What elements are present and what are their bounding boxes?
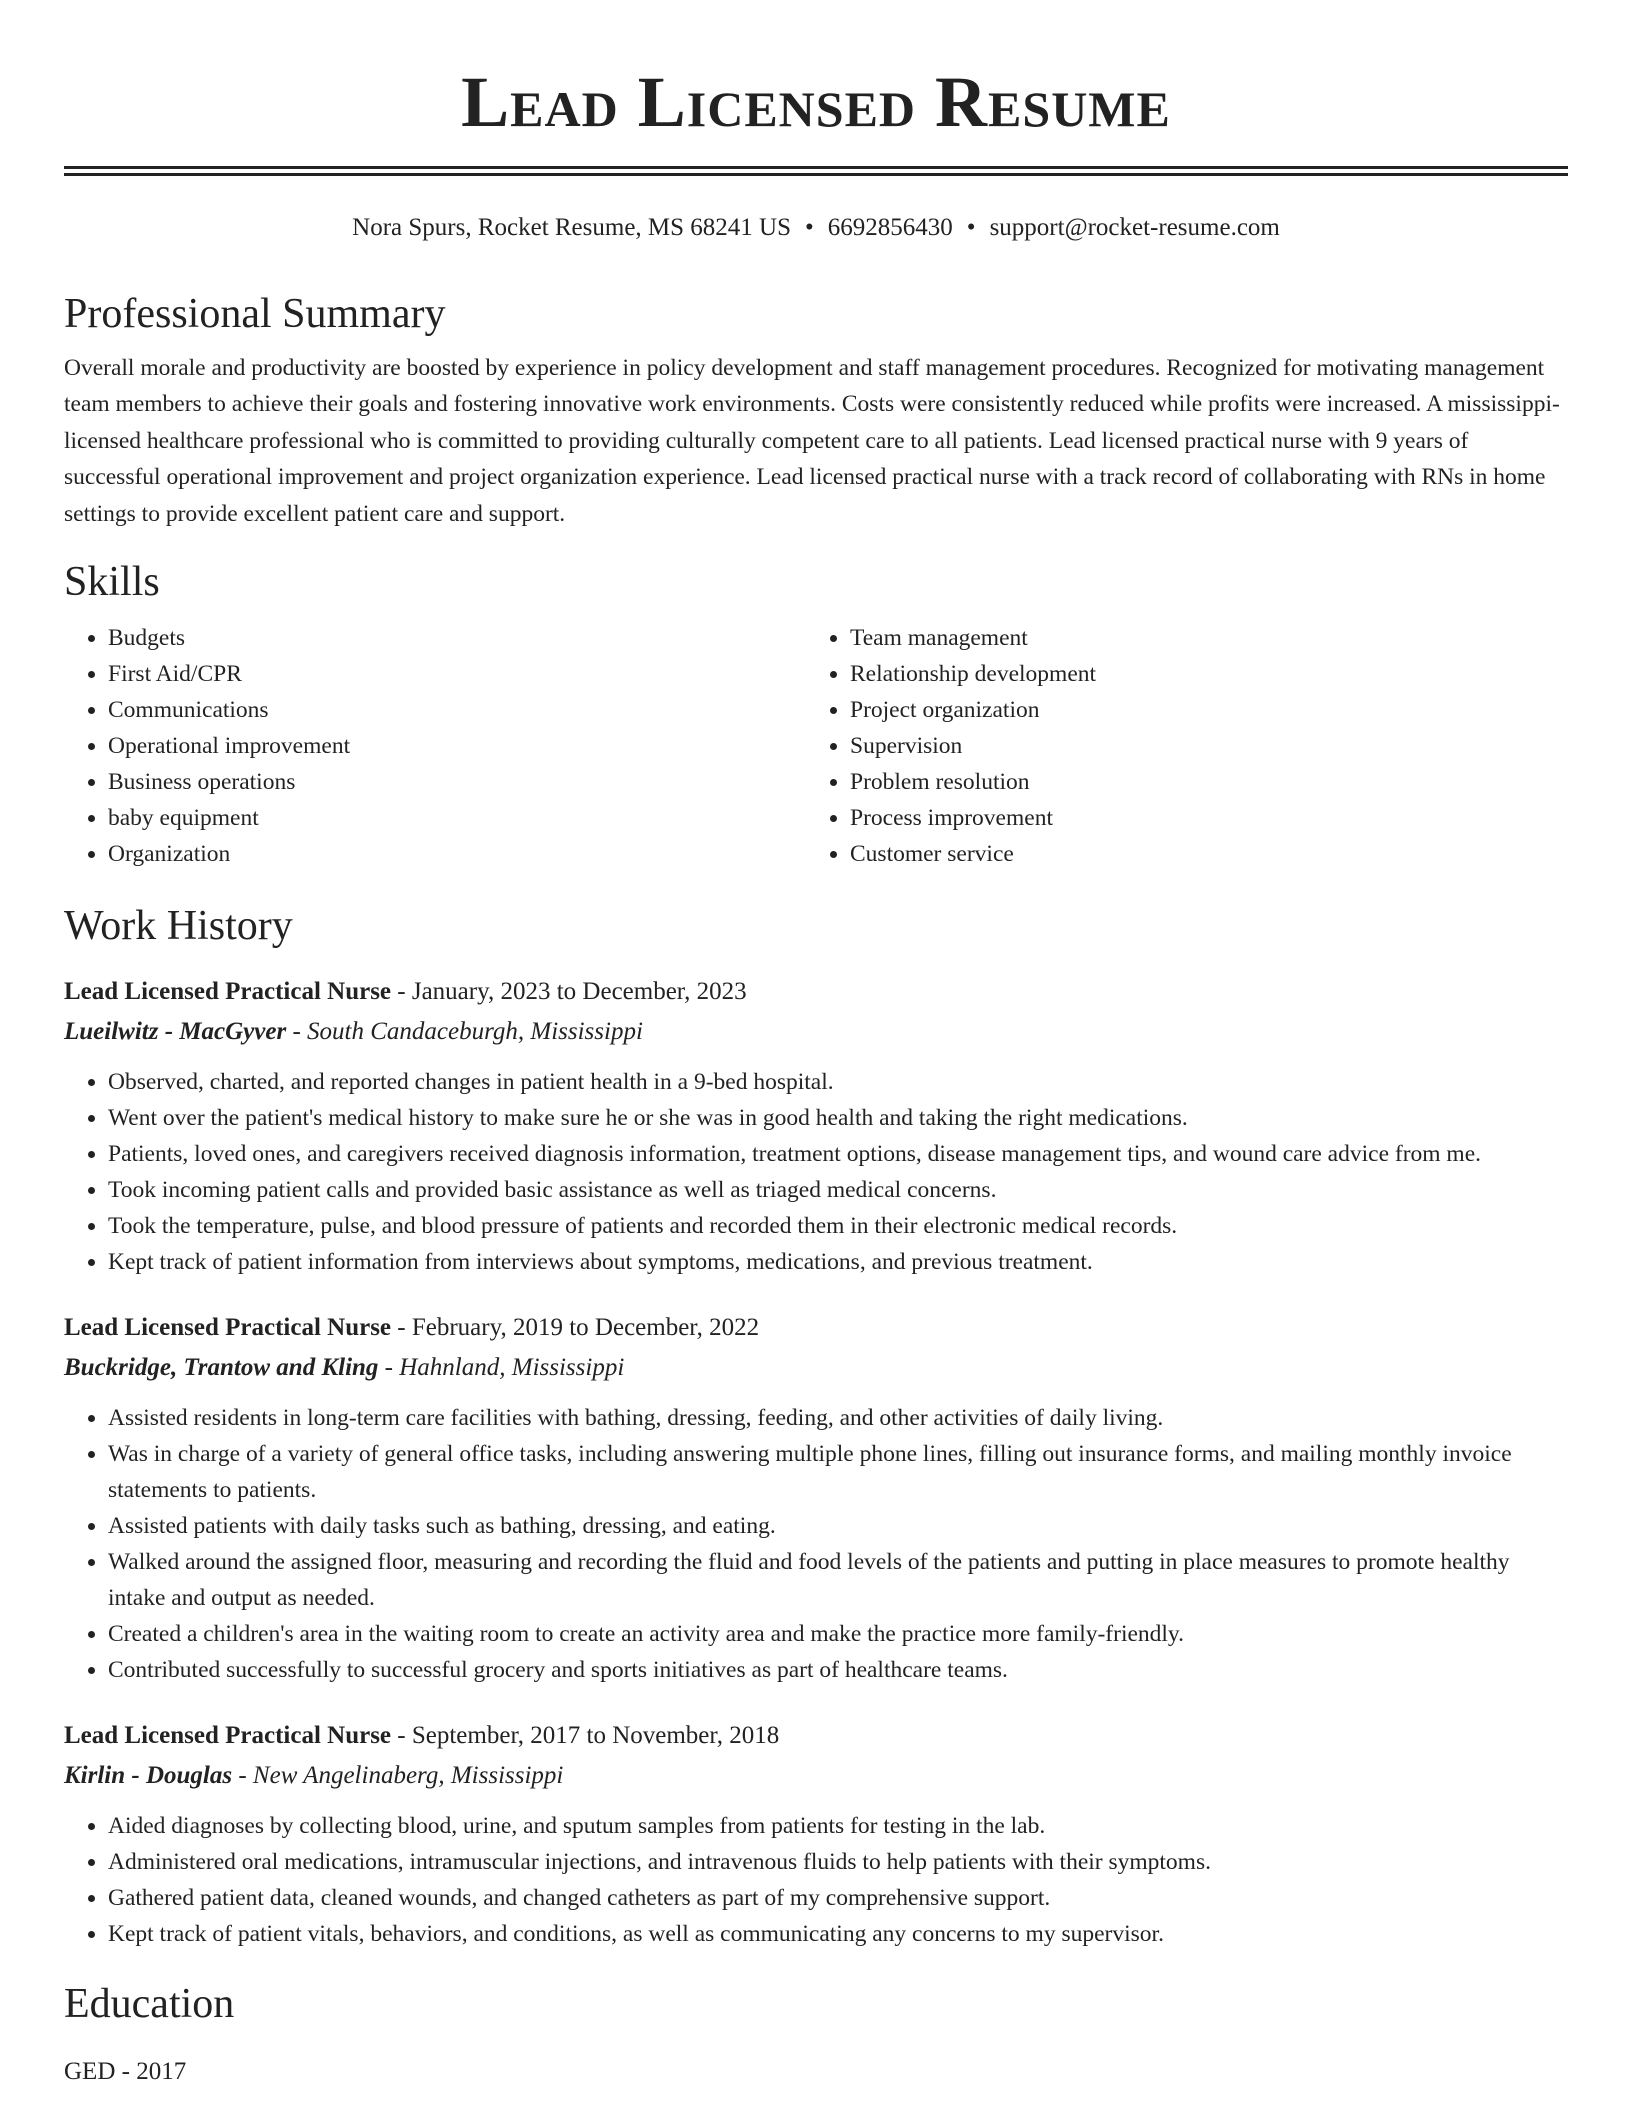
job-location: - Hahnland, Mississippi [378,1354,625,1382]
skill-item: • Problem resolution [850,764,1548,800]
skill-item: • Customer service [850,836,1548,872]
job-title: Lead Licensed Practical Nurse [64,1314,392,1342]
skill-item: • Budgets [108,620,806,656]
title-double-rule [64,166,1568,176]
job-bullet: • Kept track of patient vitals, behaviors, and conditions, as well as communicating any concerns to my supervisor. [108,1916,1568,1952]
education-heading: Education [64,1981,235,2028]
skill-item: • Supervision [850,728,1548,764]
job-entry [64,1308,1568,1688]
job-title-line [64,972,1568,1012]
job-bullet: • Observed, charted, and reported changes in patient health in a 9-bed hospital. [108,1064,1568,1100]
resume-title: Lead Licensed Resume [461,62,1171,142]
job-bullets [64,1808,1568,1952]
job-title: Lead Licensed Practical Nurse [64,1722,392,1750]
skill-item: • Business operations [108,764,806,800]
skill-item: • baby equipment [108,800,806,836]
job-company-line [64,1348,1568,1388]
job-bullet: • Assisted residents in long-term care facilities with bathing, dressing, feeding, and other activities of daily living. [108,1400,1568,1436]
job-entry [64,972,1568,1280]
work-history-heading: Work History [64,903,293,950]
job-bullet: • Gathered patient data, cleaned wounds, and changed catheters as part of my comprehensive support. [108,1880,1568,1916]
contact-line [64,210,1568,246]
job-dates: - February, 2019 to December, 2022 [391,1314,760,1342]
job-bullet: • Was in charge of a variety of general office tasks, including answering multiple phone lines, filling out insurance forms, and mailing monthly invoice statements to patients. [108,1436,1568,1508]
job-bullet: • Contributed successfully to successful grocery and sports initiatives as part of healthcare teams. [108,1652,1568,1688]
job-company-line [64,1012,1568,1052]
summary-heading: Professional Summary [64,291,446,337]
job-bullet: • Took incoming patient calls and provided basic assistance as well as triaged medical concerns. [108,1172,1568,1208]
job-bullet: • Created a children's area in the waiting room to create an activity area and make the practice more family-friendly. [108,1616,1568,1652]
job-dates: - January, 2023 to December, 2023 [391,978,747,1006]
job-company: Kirlin - Douglas [64,1762,233,1790]
skill-item: • First Aid/CPR [108,656,806,692]
skill-item: • Project organization [850,692,1548,728]
job-company: Buckridge, Trantow and Kling [64,1354,379,1382]
skills-left-list [64,620,806,872]
skill-item: • Process improvement [850,800,1548,836]
contact-separator: • [805,214,814,241]
job-bullet: • Patients, loved ones, and caregivers received diagnosis information, treatment options, disease management tips, and wound care advice from me. [108,1136,1568,1172]
contact-separator: • [966,214,976,241]
job-bullets [64,1400,1568,1688]
job-title: Lead Licensed Practical Nurse [64,978,392,1006]
skill-item: • Team management [850,620,1548,656]
skill-item: • Communications [108,692,806,728]
education-entry: GED - 2017 [64,2058,187,2086]
skill-item: • Operational improvement [108,728,806,764]
summary-text: Overall morale and productivity are boosted by experience in policy development and staff management procedures. Recognized for motivating management team members to achieve their goals and fostering innovative work environments. Costs were consistently reduced while profits were increased. A mississippi-licensed healthcare professional who is committed to providing culturally competent care to all patients. Lead licensed practical nurse with 9 years of successful operational improvement and project organization experience. Lead licensed practical nurse with a track record of collaborating with RNs in home settings to provide excellent patient care and support. [64,355,1560,527]
job-location: - New Angelinaberg, Mississippi [232,1762,564,1790]
job-bullet: • Went over the patient's medical history to make sure he or she was in good health and taking the right medications. [108,1100,1568,1136]
contact-email: support@rocket-resume.com [989,214,1280,241]
skills-columns [64,620,1568,872]
job-title-line [64,1716,1568,1756]
job-bullets [64,1064,1568,1280]
job-title-line [64,1308,1568,1348]
skills-heading: Skills [64,559,160,606]
job-bullet: • Took the temperature, pulse, and blood pressure of patients and recorded them in their electronic medical records. [108,1208,1568,1244]
job-location: - South Candaceburgh, Mississippi [286,1018,643,1046]
job-company-line [64,1756,1568,1796]
skill-item: • Organization [108,836,806,872]
job-bullet: • Kept track of patient information from interviews about symptoms, medications, and previous treatment. [108,1244,1568,1280]
job-dates: - September, 2017 to November, 2018 [391,1722,780,1750]
job-bullet: • Aided diagnoses by collecting blood, urine, and sputum samples from patients for testing in the lab. [108,1808,1568,1844]
job-bullet: • Assisted patients with daily tasks such as bathing, dressing, and eating. [108,1508,1568,1544]
skill-item: • Relationship development [850,656,1548,692]
job-company: Lueilwitz - MacGyver [64,1018,287,1046]
resume-page [64,0,1568,2092]
skills-right-list [806,620,1548,872]
job-entry [64,1716,1568,1952]
job-bullet: • Administered oral medications, intramuscular injections, and intravenous fluids to help patients with their symptoms. [108,1844,1568,1880]
job-bullet: • Walked around the assigned floor, measuring and recording the fluid and food levels of the patients and putting in place measures to promote healthy intake and output as needed. [108,1544,1568,1616]
contact-phone: 6692856430 [827,214,953,241]
contact-address: Nora Spurs, Rocket Resume, MS 68241 US [352,214,792,241]
